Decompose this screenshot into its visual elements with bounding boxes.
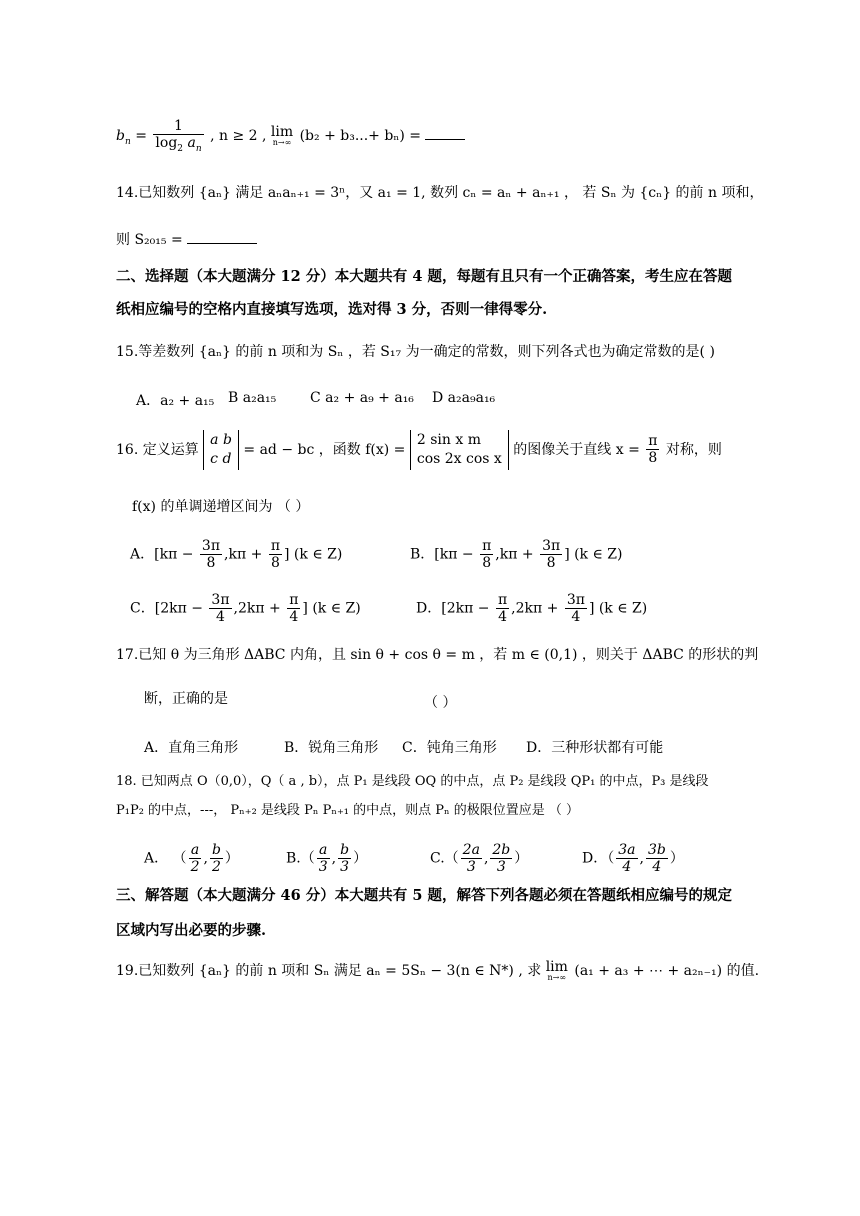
q13-formula: $b_n$ = $\frac{1}{\log_2 a_n}$ , n ≥ 2 , lim n→∞ (b₂ + b₃...+ bₙ) = xyxy=(116,118,465,154)
q15-option-b: B a₂a₁₅ xyxy=(228,390,277,406)
q16-option-c: C．[2kπ − $\frac{3\pi}{4}$ ,2kπ + $\frac{\pi}{4}$ ] (k ∈ Z) xyxy=(130,592,361,626)
q18-line1: 18. 已知两点 O（0,0），Q（ a , b），点 P₁ 是线段 OQ 的中点，点 P₂ 是线段 QP₁ 的中点，P₃ 是线段 xyxy=(116,774,709,789)
q17-option-a: A．直角三角形 xyxy=(144,740,239,756)
q19-lim: lim n→∞ xyxy=(545,959,568,982)
bn-lhs: b xyxy=(116,128,125,145)
q18-option-d: D．（ $\frac{3a}{4}$ , $\frac{3b}{4}$ ） xyxy=(582,842,684,876)
section3-heading-line1: 三、解答题（本大题满分 46 分）本大题共有 5 题，解答下列各题必须在答题纸相应编号的规定 xyxy=(116,887,732,904)
q19-line: 19.已知数列 {aₙ} 的前 n 项和 Sₙ 满足 aₙ = 5Sₙ − 3(n ∈ N*) , 求 lim n→∞ (a₁ + a₃ + ⋯ + a₂ₙ₋₁) 的值. xyxy=(116,959,760,982)
bn-fraction: $\frac{1}{\log_2 a_n}$ xyxy=(155,118,202,154)
q18-line2: P₁P₂ 的中点，---， Pₙ₊₂ 是线段 Pₙ Pₙ₊₁ 的中点，则点 Pₙ 的极限位置应是 （ ） xyxy=(116,803,580,818)
q14-line1: 14.已知数列 {aₙ} 满足 aₙaₙ₊₁ = 3ⁿ，又 a₁ = 1, 数列 cₙ = aₙ + aₙ₊₁ ， 若 Sₙ 为 {cₙ} 的前 n 项和， xyxy=(116,185,764,201)
q13-expression: (b₂ + b₃...+ bₙ) = xyxy=(299,128,422,145)
q17-option-c: C．钝角三角形 xyxy=(402,740,497,756)
answer-blank xyxy=(187,243,257,244)
q17-option-d: D．三种形状都有可能 xyxy=(526,740,664,756)
q16-line2: f(x) 的单调递增区间为 （ ） xyxy=(132,499,310,515)
bn-denominator: log xyxy=(155,135,178,152)
section2-heading-line1: 二、选择题（本大题满分 12 分）本大题共有 4 题，每题有且只有一个正确答案，考生应在答题 xyxy=(116,268,732,285)
determinant-ad-bc: a b c d xyxy=(203,430,239,470)
q15-option-a: A．a₂ + a₁₅ xyxy=(136,393,215,409)
q15-option-c: C a₂ + a₉ + a₁₆ xyxy=(310,390,414,406)
q15-stem: 15.等差数列 {aₙ} 的前 n 项和为 Sₙ ，若 S₁₇ 为一确定的常数，则下列各式也为确定常数的是( ) xyxy=(116,344,715,360)
q16-line1: 16. 定义运算 a b c d = ad − bc ，函数 f(x) = 2 sin x m cos 2x cos x 的图像关于直线 x = $\frac{\pi}{8}$ 对称，则 xyxy=(116,430,722,470)
q16-option-a: A．[kπ − $\frac{3\pi}{8}$ ,kπ + $\frac{\pi}{8}$ ] (k ∈ Z) xyxy=(130,538,343,572)
q17-option-b: B．锐角三角形 xyxy=(284,740,379,756)
q18-option-a: A． （ $\frac{a}{2}$ , $\frac{b}{2}$ ） xyxy=(144,842,239,876)
q14-line2: 则 S₂₀₁₅ = xyxy=(116,233,257,247)
bn-numerator: 1 xyxy=(153,118,203,135)
q15-option-d: D a₂a₉a₁₆ xyxy=(432,390,496,406)
section3-heading-line2: 区域内写出必要的步骤. xyxy=(116,922,267,939)
section2-heading-line2: 纸相应编号的空格内直接填写选项，选对得 3 分，否则一律得零分. xyxy=(116,301,548,318)
q17-line1: 17.已知 θ 为三角形 ΔABC 内角，且 sin θ + cos θ = m ，若 m ∈ (0,1) ，则关于 ΔABC 的形状的判 xyxy=(116,647,759,663)
q17-answer-paren: （ ） xyxy=(424,695,457,711)
determinant-function: 2 sin x m cos 2x cos x xyxy=(410,430,509,470)
q18-option-b: B.（ $\frac{a}{3}$ , $\frac{b}{3}$ ） xyxy=(286,842,368,876)
q16-option-d: D．[2kπ − $\frac{\pi}{4}$ ,2kπ + $\frac{3\pi}{4}$ ] (k ∈ Z) xyxy=(416,592,648,626)
q18-option-c: C.（ $\frac{2a}{3}$ , $\frac{2b}{3}$ ） xyxy=(430,842,529,876)
pi-over-8: $\frac{\pi}{8}$ xyxy=(648,433,658,467)
q16-option-b: B．[kπ − $\frac{\pi}{8}$ ,kπ + $\frac{3\pi}{8}$ ] (k ∈ Z) xyxy=(410,538,623,572)
q17-line2: 断，正确的是 xyxy=(144,691,228,707)
q13-condition: , n ≥ 2 , xyxy=(210,128,267,145)
answer-blank xyxy=(425,139,465,140)
q13-lim: lim n→∞ xyxy=(270,124,294,148)
